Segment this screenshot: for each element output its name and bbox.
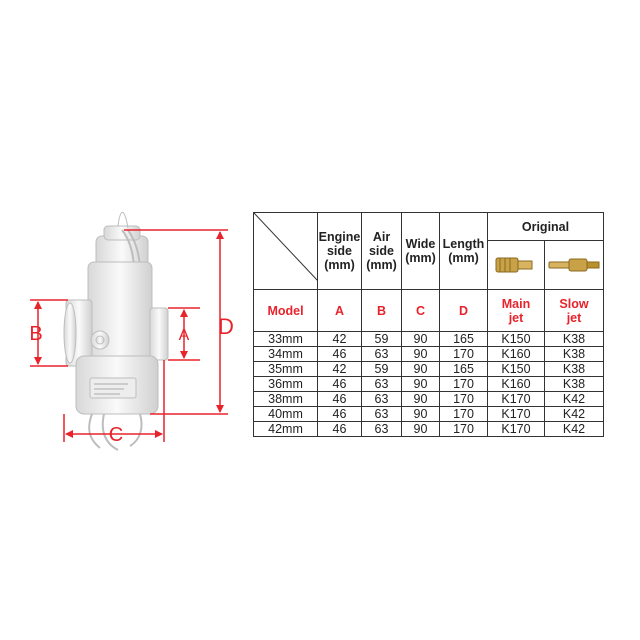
dimension-label-c: C xyxy=(108,424,124,446)
cell-c: 90 xyxy=(402,392,440,407)
cell-main-jet: K170 xyxy=(488,422,545,437)
table-row xyxy=(254,362,604,377)
cell-d: 165 xyxy=(440,362,488,377)
label-b: B xyxy=(362,290,402,332)
cell-b: 63 xyxy=(362,407,402,422)
cell-slow-jet: K42 xyxy=(545,407,604,422)
air-side-line-1: Air xyxy=(372,230,391,244)
cell-a: 46 xyxy=(318,407,362,422)
cell-b: 59 xyxy=(362,332,402,347)
engine-side-line-1: Engine xyxy=(318,230,361,244)
cell-c: 90 xyxy=(402,332,440,347)
main-jet-icon xyxy=(488,244,544,284)
cell-a: 42 xyxy=(318,362,362,377)
cell-b: 63 xyxy=(362,392,402,407)
air-side-line-3: (mm) xyxy=(366,258,397,272)
length-line-2: (mm) xyxy=(448,251,479,265)
label-c: C xyxy=(402,290,440,332)
main-jet-label xyxy=(488,290,545,332)
cell-main-jet: K170 xyxy=(488,407,545,422)
cell-slow-jet: K38 xyxy=(545,362,604,377)
cell-main-jet: K160 xyxy=(488,347,545,362)
cell-c: 90 xyxy=(402,347,440,362)
air-side-line-2: side xyxy=(368,244,394,258)
cell-d: 170 xyxy=(440,422,488,437)
slow-jet-line-1: Slow xyxy=(559,296,589,311)
slow-jet-label xyxy=(545,290,604,332)
cell-model: 35mm xyxy=(254,362,318,377)
label-d: D xyxy=(440,290,488,332)
cell-slow-jet: K42 xyxy=(545,422,604,437)
cell-c: 90 xyxy=(402,422,440,437)
slow-jet-icon xyxy=(545,244,603,284)
cell-b: 63 xyxy=(362,422,402,437)
length-header xyxy=(440,213,488,290)
cell-model: 34mm xyxy=(254,347,318,362)
diagonal-header-cell xyxy=(254,213,318,290)
model-label: Model xyxy=(254,290,318,332)
main-jet-image-cell xyxy=(488,241,545,290)
wide-header xyxy=(402,213,440,290)
label-a: A xyxy=(318,290,362,332)
cell-main-jet: K160 xyxy=(488,377,545,392)
cell-model: 38mm xyxy=(254,392,318,407)
slow-jet-line-2: jet xyxy=(566,310,582,325)
cell-d: 170 xyxy=(440,407,488,422)
dimension-label-b: B xyxy=(29,323,43,345)
cell-b: 63 xyxy=(362,347,402,362)
table-row xyxy=(254,347,604,362)
wide-line-1: Wide xyxy=(405,237,436,251)
cell-a: 46 xyxy=(318,377,362,392)
cell-a: 46 xyxy=(318,422,362,437)
table-row xyxy=(254,377,604,392)
cell-a: 46 xyxy=(318,392,362,407)
engine-side-line-3: (mm) xyxy=(324,258,355,272)
cell-a: 42 xyxy=(318,332,362,347)
air-side-header xyxy=(362,213,402,290)
diagonal-line xyxy=(254,213,318,311)
dimension-label-a: A xyxy=(178,327,190,344)
dimension-label-d: D xyxy=(218,314,234,339)
cell-d: 170 xyxy=(440,392,488,407)
cell-c: 90 xyxy=(402,407,440,422)
cell-c: 90 xyxy=(402,362,440,377)
cell-a: 46 xyxy=(318,347,362,362)
spec-table xyxy=(253,212,604,437)
table-row xyxy=(254,332,604,347)
main-jet-line-2: jet xyxy=(508,310,524,325)
table-row xyxy=(254,422,604,437)
length-line-1: Length xyxy=(442,237,485,251)
cell-d: 170 xyxy=(440,377,488,392)
table-row xyxy=(254,407,604,422)
cell-model: 42mm xyxy=(254,422,318,437)
cell-slow-jet: K38 xyxy=(545,377,604,392)
cell-main-jet: K170 xyxy=(488,392,545,407)
wide-line-2: (mm) xyxy=(405,251,436,265)
cell-slow-jet: K38 xyxy=(545,347,604,362)
cell-d: 170 xyxy=(440,347,488,362)
original-header: Original xyxy=(488,213,604,241)
cell-c: 90 xyxy=(402,377,440,392)
engine-side-header xyxy=(318,213,362,290)
cell-model: 33mm xyxy=(254,332,318,347)
main-jet-line-1: Main xyxy=(501,296,531,311)
cell-slow-jet: K38 xyxy=(545,332,604,347)
cell-b: 63 xyxy=(362,377,402,392)
cell-model: 36mm xyxy=(254,377,318,392)
table-row xyxy=(254,392,604,407)
engine-side-line-2: side xyxy=(326,244,352,258)
cell-d: 165 xyxy=(440,332,488,347)
cell-b: 59 xyxy=(362,362,402,377)
slow-jet-image-cell xyxy=(545,241,604,290)
cell-main-jet: K150 xyxy=(488,332,545,347)
cell-main-jet: K150 xyxy=(488,362,545,377)
cell-slow-jet: K42 xyxy=(545,392,604,407)
cell-model: 40mm xyxy=(254,407,318,422)
